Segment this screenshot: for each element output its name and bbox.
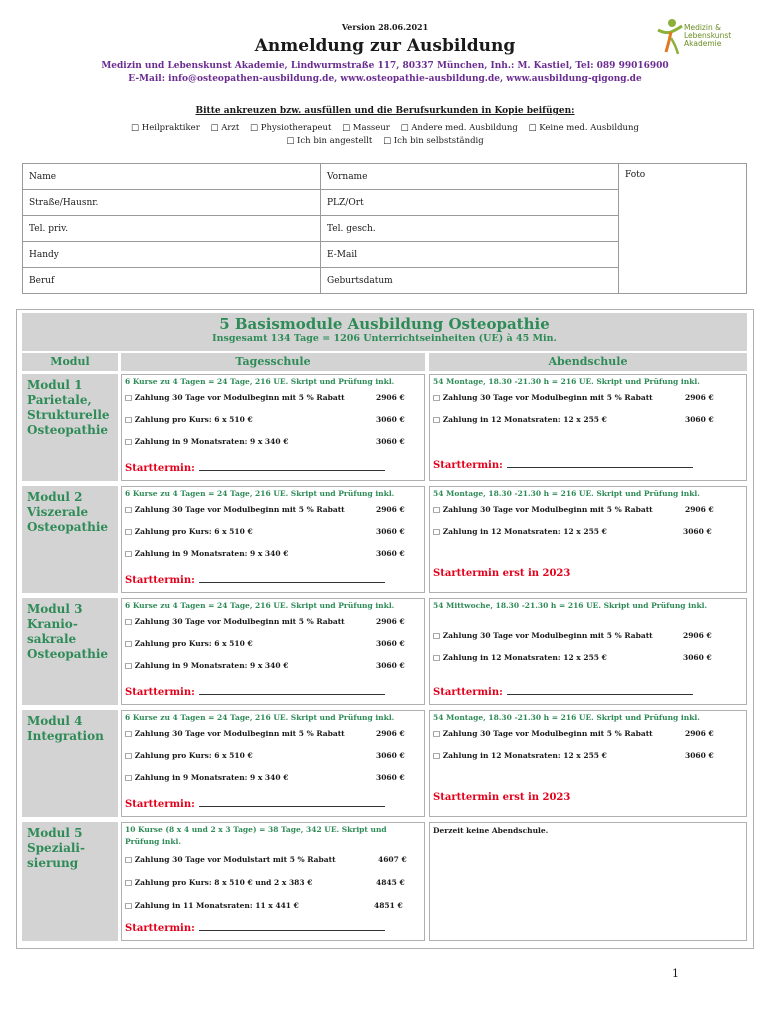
profession-checkboxes	[0, 123, 770, 133]
module-1-abend-description: 54 Montage, 18.30 -21.30 h = 216 UE. Skript und Prüfung inkl.	[433, 377, 700, 386]
logo-text-line2: Lebenskunst	[684, 31, 732, 40]
module-5-abendschule-box	[429, 822, 747, 941]
module-4-tages-price-rabatt: 2906 €	[376, 729, 405, 738]
module-5-tages-option-rabatt[interactable]: □ Zahlung 30 Tage vor Modulstart mit 5 % Rabatt	[125, 855, 336, 864]
module-2-abend-price-raten: 3060 €	[683, 527, 712, 536]
modules-title: 5 Basismodule Ausbildung Osteopathie	[219, 315, 550, 333]
module-2-tages-starttermin-label: Starttermin:	[125, 575, 195, 586]
module-2-tages-price-raten: 3060 €	[376, 549, 405, 558]
module-3-abend-description: 54 Mittwoche, 18.30 -21.30 h = 216 UE. Skript und Prüfung inkl.	[433, 601, 708, 610]
module-4-abend-option-raten[interactable]: □ Zahlung in 12 Monatsraten: 12 x 255 €	[433, 751, 607, 760]
module-1-tages-price-rabatt: 2906 €	[376, 393, 405, 402]
module-5-tages-description: 10 Kurse (8 x 4 und 2 x 3 Tage) = 38 Tage, 342 UE. Skript und Prüfung inkl.	[125, 825, 387, 846]
page-number: 1	[672, 967, 679, 980]
logo-text-line3: Akademie	[684, 39, 722, 48]
module-4-tages-option-raten[interactable]: □ Zahlung in 9 Monatsraten: 9 x 340 €	[125, 773, 289, 782]
module-3-tages-starttermin[interactable]	[125, 687, 385, 698]
contact-line: E-Mail: info@osteopathen-ausbildung.de, www.osteopathie-ausbildung.de, www.ausbildung-qigong.de	[128, 74, 642, 84]
module-3-tages-starttermin-label: Starttermin:	[125, 687, 195, 698]
module-4-tages-starttermin[interactable]	[125, 799, 385, 810]
module-3-tages-price-raten: 3060 €	[376, 661, 405, 670]
email-field[interactable]: E-Mail	[321, 242, 619, 268]
module-4-label: Modul 4 Integration	[22, 710, 118, 817]
module-3-tages-price-pro-kurs: 3060 €	[376, 639, 405, 648]
modules-subtitle: Insgesamt 134 Tage = 1206 Unterrichtseinheiten (UE) à 45 Min.	[212, 333, 557, 344]
checkbox-arzt[interactable]: □ Arzt	[210, 123, 240, 133]
tel-priv-field[interactable]: Tel. priv.	[23, 216, 321, 242]
module-5-tages-price-raten: 4851 €	[374, 901, 403, 910]
page-title: Anmeldung zur Ausbildung	[254, 36, 516, 56]
photo-field[interactable]: Foto	[619, 164, 747, 294]
column-header-tagesschule: Tagesschule	[121, 353, 425, 371]
module-3-tages-option-raten[interactable]: □ Zahlung in 9 Monatsraten: 9 x 340 €	[125, 661, 289, 670]
module-2-abend-price-rabatt: 2906 €	[685, 505, 714, 514]
module-1-abend-price-rabatt: 2906 €	[685, 393, 714, 402]
module-3-abend-starttermin-label: Starttermin:	[433, 687, 503, 698]
checkbox-andere-ausbildung[interactable]: □ Andere med. Ausbildung	[400, 123, 518, 133]
beruf-field[interactable]: Beruf	[23, 268, 321, 294]
module-5-no-abendschule: Derzeit keine Abendschule.	[433, 826, 549, 835]
module-5-tages-option-pro-kurs[interactable]: □ Zahlung pro Kurs: 8 x 510 € und 2 x 383 €	[125, 878, 313, 887]
checkbox-physiotherapeut[interactable]: □ Physiotherapeut	[250, 123, 332, 133]
module-5-label: Modul 5 Speziali-sierung	[22, 822, 118, 941]
module-3-abend-price-rabatt: 2906 €	[683, 631, 712, 640]
module-4-abend-price-rabatt: 2906 €	[685, 729, 714, 738]
modules-header	[22, 313, 747, 351]
module-2-tages-price-pro-kurs: 3060 €	[376, 527, 405, 536]
module-5-tages-price-pro-kurs: 4845 €	[376, 878, 405, 887]
module-4-tages-price-pro-kurs: 3060 €	[376, 751, 405, 760]
module-3-label: Modul 3 Kranio-sakrale Osteopathie	[22, 598, 118, 705]
checkbox-heilpraktiker[interactable]: □ Heilpraktiker	[131, 123, 200, 133]
module-5-tages-starttermin[interactable]	[125, 923, 385, 934]
handy-field[interactable]: Handy	[23, 242, 321, 268]
module-2-label: Modul 2 Viszerale Osteopathie	[22, 486, 118, 593]
instructions-heading: Bitte ankreuzen bzw. ausfüllen und die Berufsurkunden in Kopie beifügen:	[195, 106, 575, 116]
module-3-abend-option-rabatt[interactable]: □ Zahlung 30 Tage vor Modulbeginn mit 5 % Rabatt	[433, 631, 653, 640]
module-2-tages-starttermin[interactable]	[125, 575, 385, 586]
module-2-tages-price-rabatt: 2906 €	[376, 505, 405, 514]
module-1-abend-option-rabatt[interactable]: □ Zahlung 30 Tage vor Modulbeginn mit 5 % Rabatt	[433, 393, 653, 402]
module-1-tages-starttermin[interactable]	[125, 463, 385, 474]
checkbox-angestellt[interactable]: □ Ich bin angestellt	[286, 136, 373, 146]
module-2-abend-option-rabatt[interactable]: □ Zahlung 30 Tage vor Modulbeginn mit 5 % Rabatt	[433, 505, 653, 514]
name-field[interactable]: Name	[23, 164, 321, 190]
personal-data-form	[22, 163, 747, 294]
module-1-abend-price-raten: 3060 €	[685, 415, 714, 424]
module-4-tages-description: 6 Kurse zu 4 Tagen = 24 Tage, 216 UE. Skript und Prüfung inkl.	[125, 713, 395, 722]
checkbox-keine-ausbildung[interactable]: □ Keine med. Ausbildung	[528, 123, 639, 133]
module-2-abend-description: 54 Montage, 18.30 -21.30 h = 216 UE. Skript und Prüfung inkl.	[433, 489, 700, 498]
module-1-label: Modul 1 Parietale, Strukturelle Osteopathie	[22, 374, 118, 481]
employment-checkboxes	[0, 136, 770, 146]
module-1-tages-price-raten: 3060 €	[376, 437, 405, 446]
module-3-tages-option-rabatt[interactable]: □ Zahlung 30 Tage vor Modulbeginn mit 5 % Rabatt	[125, 617, 345, 626]
column-header-modul: Modul	[22, 353, 118, 371]
module-2-abend-starttermin: Starttermin erst in 2023	[433, 568, 571, 579]
plz-ort-field[interactable]: PLZ/Ort	[321, 190, 619, 216]
module-2-tages-option-pro-kurs[interactable]: □ Zahlung pro Kurs: 6 x 510 €	[125, 527, 253, 536]
module-4-abend-price-raten: 3060 €	[685, 751, 714, 760]
module-3-abend-starttermin[interactable]	[433, 687, 693, 698]
module-1-tages-description: 6 Kurse zu 4 Tagen = 24 Tage, 216 UE. Skript und Prüfung inkl.	[125, 377, 395, 386]
module-3-abend-option-raten[interactable]: □ Zahlung in 12 Monatsraten: 12 x 255 €	[433, 653, 607, 662]
module-3-tages-option-pro-kurs[interactable]: □ Zahlung pro Kurs: 6 x 510 €	[125, 639, 253, 648]
module-4-abend-description: 54 Montage, 18.30 -21.30 h = 216 UE. Skript und Prüfung inkl.	[433, 713, 700, 722]
logo-text-line1: Medizin &	[684, 23, 721, 32]
module-4-abend-starttermin: Starttermin erst in 2023	[433, 792, 571, 803]
module-5-tages-option-raten[interactable]: □ Zahlung in 11 Monatsraten: 11 x 441 €	[125, 901, 299, 910]
version-label: Version 28.06.2021	[341, 22, 429, 32]
module-4-tages-option-pro-kurs[interactable]: □ Zahlung pro Kurs: 6 x 510 €	[125, 751, 253, 760]
module-3-tages-price-rabatt: 2906 €	[376, 617, 405, 626]
module-3-tages-description: 6 Kurse zu 4 Tagen = 24 Tage, 216 UE. Skript und Prüfung inkl.	[125, 601, 395, 610]
module-3-abend-price-raten: 3060 €	[683, 653, 712, 662]
checkbox-selbststaendig[interactable]: □ Ich bin selbstständig	[383, 136, 484, 146]
module-1-abend-starttermin-label: Starttermin:	[433, 460, 503, 471]
vorname-field[interactable]: Vorname	[321, 164, 619, 190]
module-4-tages-starttermin-label: Starttermin:	[125, 799, 195, 810]
column-header-abendschule: Abendschule	[429, 353, 747, 371]
module-1-abend-starttermin[interactable]	[433, 460, 693, 471]
module-1-tages-starttermin-label: Starttermin:	[125, 463, 195, 474]
module-4-tages-option-rabatt[interactable]: □ Zahlung 30 Tage vor Modulbeginn mit 5 % Rabatt	[125, 729, 345, 738]
module-5-tages-price-rabatt: 4607 €	[378, 855, 407, 864]
module-2-tages-option-raten[interactable]: □ Zahlung in 9 Monatsraten: 9 x 340 €	[125, 549, 289, 558]
address-line: Medizin und Lebenskunst Akademie, Lindwurmstraße 117, 80337 München, Inh.: M. Kastiel, Tel: 089 99016900	[101, 61, 669, 71]
module-1-tages-option-rabatt[interactable]: □ Zahlung 30 Tage vor Modulbeginn mit 5 % Rabatt	[125, 393, 345, 402]
module-2-tages-option-rabatt[interactable]: □ Zahlung 30 Tage vor Modulbeginn mit 5 % Rabatt	[125, 505, 345, 514]
module-5-tages-starttermin-label: Starttermin:	[125, 923, 195, 934]
module-2-tages-description: 6 Kurse zu 4 Tagen = 24 Tage, 216 UE. Skript und Prüfung inkl.	[125, 489, 395, 498]
strasse-field[interactable]: Straße/Hausnr.	[23, 190, 321, 216]
geburtsdatum-field[interactable]: Geburtsdatum	[321, 268, 619, 294]
module-1-abend-option-raten[interactable]: □ Zahlung in 12 Monatsraten: 12 x 255 €	[433, 415, 607, 424]
module-1-tages-option-raten[interactable]: □ Zahlung in 9 Monatsraten: 9 x 340 €	[125, 437, 289, 446]
module-4-tages-price-raten: 3060 €	[376, 773, 405, 782]
tel-gesch-field[interactable]: Tel. gesch.	[321, 216, 619, 242]
module-1-tages-option-pro-kurs[interactable]: □ Zahlung pro Kurs: 6 x 510 €	[125, 415, 253, 424]
module-2-abend-option-raten[interactable]: □ Zahlung in 12 Monatsraten: 12 x 255 €	[433, 527, 607, 536]
module-4-abend-option-rabatt[interactable]: □ Zahlung 30 Tage vor Modulbeginn mit 5 % Rabatt	[433, 729, 653, 738]
checkbox-masseur[interactable]: □ Masseur	[342, 123, 390, 133]
module-1-tages-price-pro-kurs: 3060 €	[376, 415, 405, 424]
